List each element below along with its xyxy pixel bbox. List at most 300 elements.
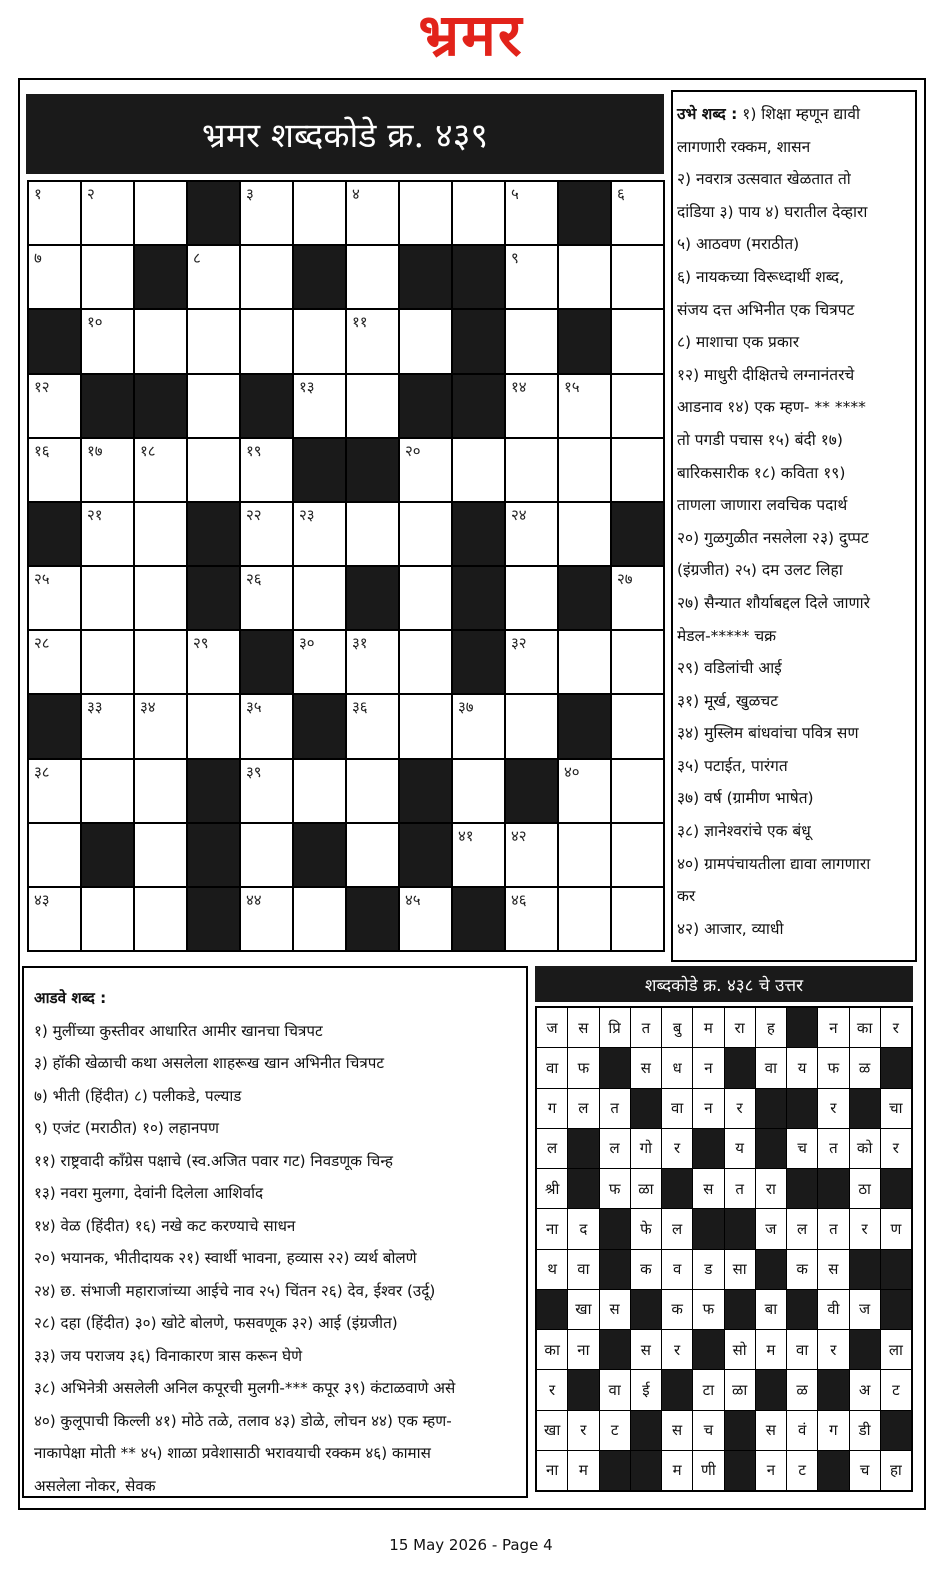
answer-cell: फ (600, 1169, 630, 1208)
grid-cell[interactable] (241, 567, 292, 629)
grid-cell[interactable] (612, 375, 663, 437)
grid-cell[interactable] (241, 246, 292, 308)
grid-cell[interactable] (400, 503, 451, 565)
answer-black-cell (881, 1169, 911, 1208)
answer-cell: णी (693, 1451, 723, 1490)
page-footer: 15 May 2026 - Page 4 (389, 1536, 553, 1554)
grid-cell[interactable] (241, 824, 292, 886)
grid-cell[interactable] (294, 375, 345, 437)
answer-cell: ग (818, 1411, 848, 1450)
answer-cell: स (631, 1330, 661, 1369)
black-cell (188, 567, 239, 629)
down-clue-line: ३८) ज्ञानेश्वरांचे एक बंधू (677, 822, 811, 841)
black-cell (241, 375, 292, 437)
grid-cell[interactable] (612, 567, 663, 629)
black-cell (453, 503, 504, 565)
answer-black-cell (725, 1209, 755, 1248)
clue-number: ३२ (511, 634, 527, 653)
answer-black-cell (600, 1048, 630, 1087)
grid-cell[interactable] (506, 182, 557, 244)
answer-black-cell (693, 1209, 723, 1248)
grid-cell[interactable] (294, 182, 345, 244)
grid-cell[interactable] (506, 439, 557, 501)
answer-black-cell (850, 1250, 880, 1289)
grid-cell[interactable] (612, 888, 663, 950)
grid-cell[interactable] (347, 310, 398, 372)
answer-cell: य (787, 1048, 817, 1087)
answer-cell: ळ (850, 1048, 880, 1087)
answer-cell: ल (600, 1129, 630, 1168)
black-cell (559, 567, 610, 629)
clue-number: १९ (246, 441, 262, 460)
answer-cell: च (787, 1129, 817, 1168)
black-cell (188, 824, 239, 886)
grid-cell[interactable] (82, 182, 133, 244)
grid-cell[interactable] (135, 567, 186, 629)
black-cell (241, 631, 292, 693)
answer-cell: स (600, 1290, 630, 1329)
grid-cell[interactable] (506, 888, 557, 950)
answer-cell: क (787, 1250, 817, 1289)
grid-cell[interactable] (135, 439, 186, 501)
grid-cell[interactable] (135, 631, 186, 693)
answer-cell: र (850, 1209, 880, 1248)
grid-cell[interactable] (135, 760, 186, 822)
grid-cell[interactable] (559, 760, 610, 822)
clue-number: ११ (352, 313, 368, 332)
answer-black-cell (787, 1290, 817, 1329)
grid-cell[interactable] (347, 760, 398, 822)
clue-number: २५ (34, 570, 50, 588)
grid-cell[interactable] (188, 310, 239, 372)
grid-cell[interactable] (82, 439, 133, 501)
grid-cell[interactable] (453, 695, 504, 757)
across-clue-line: १४) वेळ (हिंदीत) १६) नखे कट करण्याचे साधन (34, 1216, 296, 1235)
answer-cell: टा (693, 1370, 723, 1409)
answer-cell: क (631, 1250, 661, 1289)
across-clue-line: २०) भयानक, भीतीदायक २१) स्वार्थी भावना, हव्यास २२) व्यर्थ बोलणे (34, 1249, 417, 1267)
across-clues (22, 966, 528, 1498)
grid-cell[interactable] (82, 760, 133, 822)
grid-cell[interactable] (82, 695, 133, 757)
grid-cell[interactable] (29, 760, 80, 822)
across-clue-line: १३) नवरा मुलगा, देवांनी दिलेला आशिर्वाद (34, 1184, 264, 1202)
grid-cell[interactable] (506, 695, 557, 757)
answer-cell: वा (600, 1370, 630, 1409)
answer-cell: म (662, 1451, 692, 1490)
answer-cell: अ (850, 1370, 880, 1409)
grid-cell[interactable] (347, 503, 398, 565)
clue-number: २८ (34, 634, 50, 653)
grid-cell[interactable] (241, 182, 292, 244)
down-clue-line: १२) माधुरी दीक्षितचे लग्नानंतरचे (677, 365, 855, 384)
black-cell (188, 760, 239, 822)
grid-cell[interactable] (347, 246, 398, 308)
grid-cell[interactable] (82, 310, 133, 372)
grid-cell[interactable] (135, 182, 186, 244)
grid-cell[interactable] (506, 310, 557, 372)
grid-cell[interactable] (506, 631, 557, 693)
answer-cell: क (662, 1290, 692, 1329)
answer-cell: ज (537, 1008, 567, 1047)
grid-cell[interactable] (400, 695, 451, 757)
grid-cell[interactable] (347, 824, 398, 886)
grid-cell[interactable] (453, 824, 504, 886)
grid-cell[interactable] (506, 824, 557, 886)
answer-cell: व (662, 1250, 692, 1289)
grid-cell[interactable] (400, 182, 451, 244)
across-clue-line: १) मुलींच्या कुस्तीवर आधारित आमीर खानचा चित्रपट (34, 1021, 323, 1040)
down-clue-line: (इंग्रजीत) २५) दम उलट लिहा (677, 561, 843, 580)
grid-cell[interactable] (29, 375, 80, 437)
answer-cell: च (850, 1451, 880, 1490)
answer-grid (535, 1006, 913, 1492)
answer-cell: ज (850, 1290, 880, 1329)
black-cell (453, 631, 504, 693)
grid-cell[interactable] (400, 567, 451, 629)
grid-cell[interactable] (347, 182, 398, 244)
grid-cell[interactable] (559, 503, 610, 565)
answer-cell: त (818, 1209, 848, 1248)
black-cell (559, 310, 610, 372)
answer-cell: ळा (725, 1370, 755, 1409)
grid-cell[interactable] (506, 503, 557, 565)
grid-cell[interactable] (559, 824, 610, 886)
answer-black-cell (756, 1129, 786, 1168)
grid-cell[interactable] (188, 439, 239, 501)
answer-black-cell (568, 1370, 598, 1409)
answer-cell: ल (568, 1089, 598, 1128)
across-clue-line: नाकापेक्षा मोती ** ४५) शाळा प्रवेशासाठी भरावयाची रक्कम ४६) कामास (34, 1444, 431, 1462)
grid-cell[interactable] (29, 567, 80, 629)
answer-cell: ळा (631, 1169, 661, 1208)
answer-cell: र (881, 1008, 911, 1047)
down-clue-line: २७) सैन्यात शौर्याबद्दल दिले जाणारे (677, 593, 871, 612)
answer-cell: बु (662, 1008, 692, 1047)
answer-cell: सा (725, 1250, 755, 1289)
black-cell (29, 503, 80, 565)
black-cell (82, 824, 133, 886)
clue-number: ४१ (458, 826, 474, 845)
clue-number: १८ (140, 441, 156, 460)
grid-cell[interactable] (506, 567, 557, 629)
clue-number: १७ (87, 441, 103, 460)
clue-number: २९ (193, 634, 209, 653)
clue-number: ३८ (34, 762, 50, 781)
grid-cell[interactable] (559, 375, 610, 437)
black-cell (188, 888, 239, 950)
answer-cell: का (850, 1008, 880, 1047)
grid-cell[interactable] (612, 246, 663, 308)
answer-cell: ध (662, 1048, 692, 1087)
clue-number: ९ (511, 249, 519, 268)
answer-title: शब्दकोडे क्र. ४३८ चे उत्तर (535, 966, 913, 1002)
down-clue-line: ५) आठवण (मराठीत) (677, 235, 800, 254)
answer-black-cell (881, 1250, 911, 1289)
across-clue-line: ३८) अभिनेत्री असलेली अनिल कपूरची मुलगी-*** कपूर ३९) कंटाळवाणे असे (34, 1379, 456, 1397)
answer-cell: फे (631, 1209, 661, 1248)
answer-cell: खा (537, 1411, 567, 1450)
answer-black-cell (756, 1089, 786, 1128)
answer-black-cell (881, 1411, 911, 1450)
grid-cell[interactable] (82, 888, 133, 950)
answer-cell: ट (787, 1451, 817, 1490)
black-cell (347, 567, 398, 629)
grid-cell[interactable] (82, 503, 133, 565)
answer-cell: सो (725, 1330, 755, 1369)
grid-cell[interactable] (294, 760, 345, 822)
answer-cell: का (537, 1330, 567, 1369)
black-cell (347, 888, 398, 950)
grid-cell[interactable] (241, 439, 292, 501)
clue-number: ४४ (246, 890, 262, 909)
black-cell (453, 310, 504, 372)
clue-number: १२ (34, 377, 50, 396)
grid-cell[interactable] (294, 888, 345, 950)
clue-number: ३६ (352, 698, 368, 717)
answer-cell: श्री (537, 1169, 567, 1208)
down-clue-line (677, 98, 911, 131)
grid-cell[interactable] (135, 310, 186, 372)
grid-cell[interactable] (82, 567, 133, 629)
answer-black-cell (725, 1048, 755, 1087)
grid-cell[interactable] (453, 182, 504, 244)
grid-cell[interactable] (82, 246, 133, 308)
black-cell (559, 695, 610, 757)
grid-cell[interactable] (612, 439, 663, 501)
grid-cell[interactable] (400, 439, 451, 501)
clue-number: २१ (87, 505, 103, 524)
clue-number: २६ (246, 570, 262, 588)
answer-cell: र (662, 1330, 692, 1369)
answer-black-cell (787, 1008, 817, 1047)
grid-cell[interactable] (559, 888, 610, 950)
answer-black-cell (756, 1250, 786, 1289)
black-cell (135, 246, 186, 308)
down-clue-line: ४२) आजार, व्याधी (677, 919, 784, 938)
clue-number: २२ (246, 505, 262, 524)
grid-cell[interactable] (612, 760, 663, 822)
grid-cell[interactable] (400, 631, 451, 693)
black-cell (29, 695, 80, 757)
answer-cell: थ (537, 1250, 567, 1289)
grid-cell[interactable] (188, 375, 239, 437)
answer-cell: फ (568, 1048, 598, 1087)
black-cell (294, 824, 345, 886)
clue-number: १ (34, 185, 42, 203)
answer-cell: न (693, 1048, 723, 1087)
answer-black-cell (850, 1330, 880, 1369)
grid-cell[interactable] (559, 246, 610, 308)
clue-number: ४५ (405, 890, 421, 909)
answer-black-cell (725, 1411, 755, 1450)
black-cell (400, 375, 451, 437)
grid-cell[interactable] (506, 246, 557, 308)
black-cell (506, 760, 557, 822)
answer-cell: स (662, 1411, 692, 1450)
grid-cell[interactable] (241, 760, 292, 822)
down-clue-line: बारिकसारीक १८) कविता १९) (677, 463, 846, 482)
grid-cell[interactable] (29, 888, 80, 950)
grid-cell[interactable] (294, 503, 345, 565)
grid-cell[interactable] (294, 310, 345, 372)
grid-cell[interactable] (29, 246, 80, 308)
clue-number: १५ (564, 377, 580, 396)
grid-cell[interactable] (241, 310, 292, 372)
down-clue-line: दांडिया ३) पाय ४) घरातील देव्हारा (677, 202, 868, 221)
grid-cell[interactable] (241, 888, 292, 950)
clue-number: १० (87, 313, 103, 332)
grid-cell[interactable] (612, 310, 663, 372)
answer-black-cell (787, 1089, 817, 1128)
clue-number: ३१ (352, 634, 368, 653)
answer-black-cell (631, 1411, 661, 1450)
clue-number: ४३ (34, 890, 50, 909)
across-clue-line: ११) राष्ट्रवादी काँग्रेस पक्षाचे (स्व.अजित पवार गट) निवडणूक चिन्ह (34, 1151, 393, 1170)
grid-cell[interactable] (135, 695, 186, 757)
answer-cell: ड (693, 1250, 723, 1289)
grid-cell[interactable] (559, 631, 610, 693)
answer-cell: चा (881, 1089, 911, 1128)
grid-cell[interactable] (241, 695, 292, 757)
clue-number: ३७ (458, 698, 474, 717)
grid-cell[interactable] (612, 824, 663, 886)
black-cell (347, 439, 398, 501)
answer-cell: म (756, 1330, 786, 1369)
grid-cell[interactable] (612, 182, 663, 244)
grid-cell[interactable] (294, 631, 345, 693)
clue-number: २ (87, 185, 95, 203)
black-cell (559, 182, 610, 244)
grid-cell[interactable] (135, 824, 186, 886)
answer-cell: हा (881, 1451, 911, 1490)
across-clue-line: २८) दहा (हिंदीत) ३०) खोटे बोलणे, फसवणूक ३२) आई (इंग्रजीत) (34, 1314, 398, 1332)
black-cell (453, 246, 504, 308)
answer-cell: रा (756, 1169, 786, 1208)
down-clues (671, 90, 917, 962)
answer-black-cell (662, 1370, 692, 1409)
answer-black-cell (568, 1129, 598, 1168)
grid-cell[interactable] (188, 246, 239, 308)
answer-cell: ल (662, 1209, 692, 1248)
clue-number: १६ (34, 441, 50, 460)
answer-black-cell (600, 1451, 630, 1490)
answer-cell: स (756, 1411, 786, 1450)
across-clue-line: ९) एजंट (मराठीत) १०) लहानपण (34, 1119, 219, 1137)
grid-cell[interactable] (188, 695, 239, 757)
answer-black-cell (881, 1048, 911, 1087)
black-cell (188, 182, 239, 244)
crossword-grid (27, 180, 665, 952)
clue-number: ६ (617, 185, 625, 203)
answer-black-cell (787, 1169, 817, 1208)
grid-cell[interactable] (506, 375, 557, 437)
down-heading: उभे शब्द : (677, 105, 738, 123)
grid-cell[interactable] (400, 888, 451, 950)
grid-cell[interactable] (29, 631, 80, 693)
grid-cell[interactable] (347, 695, 398, 757)
grid-cell[interactable] (400, 310, 451, 372)
clue-number: ५ (511, 185, 519, 203)
answer-cell: ना (537, 1451, 567, 1490)
grid-cell[interactable] (135, 888, 186, 950)
clue-number: ३० (299, 634, 315, 653)
clue-number: ३९ (246, 762, 262, 781)
across-clue-line: ३३) जय पराजय ३६) विनाकारण त्रास करून घेणे (34, 1346, 303, 1365)
grid-cell[interactable] (241, 503, 292, 565)
grid-cell[interactable] (29, 824, 80, 886)
answer-black-cell (693, 1330, 723, 1369)
answer-cell: ई (631, 1370, 661, 1409)
answer-black-cell (600, 1209, 630, 1248)
answer-cell: गो (631, 1129, 661, 1168)
answer-cell: रा (725, 1008, 755, 1047)
answer-cell: ल (537, 1129, 567, 1168)
down-clue-line: २) नवरात्र उत्सवात खेळतात तो (677, 170, 851, 189)
black-cell (400, 760, 451, 822)
clue-number: ३ (246, 185, 254, 203)
down-clue-line: संजय दत्त अभिनीत एक चित्रपट (677, 300, 855, 319)
clue-number: ८ (193, 249, 201, 268)
answer-black-cell (600, 1330, 630, 1369)
down-clue-list (677, 98, 911, 945)
answer-cell: वी (818, 1290, 848, 1329)
grid-cell[interactable] (453, 439, 504, 501)
across-clue-list (34, 1015, 518, 1503)
black-cell (453, 567, 504, 629)
answer-black-cell (568, 1169, 598, 1208)
grid-cell[interactable] (135, 503, 186, 565)
clue-number: १३ (299, 377, 315, 396)
answer-cell: त (600, 1089, 630, 1128)
grid-cell[interactable] (559, 439, 610, 501)
answer-cell: र (818, 1089, 848, 1128)
down-clue-text: १) शिक्षा म्हणून द्यावी (737, 105, 860, 123)
grid-cell[interactable] (612, 631, 663, 693)
answer-cell: ण (881, 1209, 911, 1248)
answer-cell: स (631, 1048, 661, 1087)
grid-cell[interactable] (347, 631, 398, 693)
answer-cell: द (568, 1209, 598, 1248)
down-clue-line: कर (677, 887, 696, 906)
black-cell (400, 824, 451, 886)
clue-number: ३३ (87, 698, 103, 717)
grid-cell[interactable] (82, 631, 133, 693)
clue-number: ७ (34, 249, 42, 268)
grid-cell[interactable] (612, 695, 663, 757)
grid-cell[interactable] (29, 439, 80, 501)
answer-cell: ठा (850, 1169, 880, 1208)
answer-black-cell (850, 1089, 880, 1128)
answer-cell: ट (600, 1411, 630, 1450)
answer-cell: न (818, 1008, 848, 1047)
grid-cell[interactable] (453, 760, 504, 822)
answer-cell: र (537, 1370, 567, 1409)
clue-number: ३५ (246, 698, 262, 717)
answer-cell: प्रि (600, 1008, 630, 1047)
down-clue-line: मेडल-***** चक्र (677, 626, 777, 645)
grid-cell[interactable] (29, 182, 80, 244)
answer-cell: त (725, 1169, 755, 1208)
grid-cell[interactable] (188, 631, 239, 693)
answer-cell: र (881, 1129, 911, 1168)
answer-cell: न (756, 1451, 786, 1490)
answer-black-cell (537, 1290, 567, 1329)
grid-cell[interactable] (347, 375, 398, 437)
answer-cell: वा (756, 1048, 786, 1087)
answer-cell: ना (568, 1330, 598, 1369)
grid-cell[interactable] (294, 567, 345, 629)
